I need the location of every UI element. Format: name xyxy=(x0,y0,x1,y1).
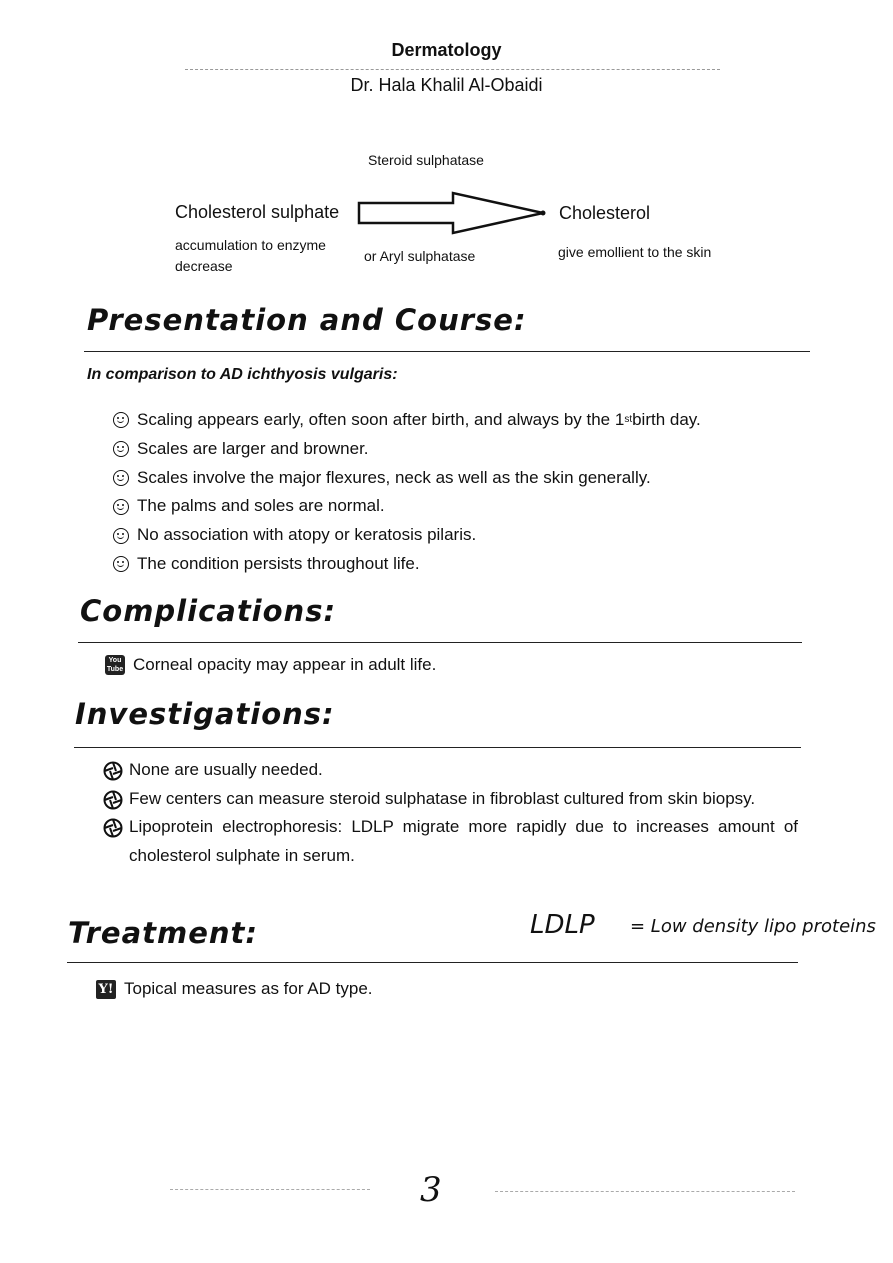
smiley-icon xyxy=(113,470,129,486)
presentation-heading: Presentation and Course: xyxy=(87,303,527,337)
substrate-note: accumulation to enzyme decrease xyxy=(175,237,326,274)
list-item: Lipoprotein electrophoresis: LDLP migrate more rapidly due to increases amount of cholesterol sulphate in serum. xyxy=(103,813,798,870)
handwritten-abbreviation: LDLP xyxy=(530,910,595,940)
list-item: Few centers can measure steroid sulphatase in fibroblast cultured from skin biopsy. xyxy=(103,785,798,814)
substrate-label: Cholesterol sulphate xyxy=(175,202,340,222)
list-item: The palms and soles are normal. xyxy=(113,492,701,521)
complications-list xyxy=(105,655,436,675)
page-number: 3 xyxy=(420,1170,442,1210)
footer-divider-right xyxy=(495,1191,795,1192)
list-item: Scales involve the major flexures, neck as well as the skin generally. xyxy=(113,464,701,493)
smiley-icon xyxy=(113,556,129,572)
reaction-arrow-icon xyxy=(355,190,550,238)
product-label: Cholesterol xyxy=(559,203,651,223)
investigations-list xyxy=(103,756,798,870)
smiley-icon xyxy=(113,412,129,428)
investigations-heading: Investigations: xyxy=(75,697,335,731)
treatment-list xyxy=(96,979,373,999)
list-item: The condition persists throughout life. xyxy=(113,550,701,579)
handwritten-definition: = Low density lipo proteins xyxy=(630,916,876,937)
list-item: No association with atopy or keratosis pilaris. xyxy=(113,521,701,550)
footer-divider-left xyxy=(170,1189,370,1190)
treatment-heading: Treatment: xyxy=(68,916,258,950)
treatment-rule xyxy=(67,962,798,963)
presentation-rule xyxy=(84,351,810,352)
enzyme-label: Steroid sulphatase xyxy=(368,152,484,168)
investigations-rule xyxy=(74,747,801,748)
list-item: None are usually needed. xyxy=(103,756,798,785)
aperture-icon xyxy=(103,790,123,810)
list-item: Scaling appears early, often soon after birth, and always by the 1 st birth day. xyxy=(113,406,701,435)
presentation-list xyxy=(113,406,701,579)
document-title: Dermatology xyxy=(391,40,502,60)
enzyme-alt-label: or Aryl sulphatase xyxy=(364,248,476,264)
list-item: Scales are larger and browner. xyxy=(113,435,701,464)
youtube-icon: You Tube xyxy=(106,657,124,673)
complications-heading: Complications: xyxy=(80,594,337,628)
yahoo-icon: Y! xyxy=(96,980,116,999)
header-divider xyxy=(185,69,720,70)
list-item: Topical measures as for AD type. xyxy=(124,979,373,998)
smiley-icon xyxy=(113,528,129,544)
list-item: Corneal opacity may appear in adult life. xyxy=(133,655,437,674)
product-note: give emollient to the skin xyxy=(558,244,712,260)
presentation-subheading: In comparison to AD ichthyosis vulgaris: xyxy=(87,366,398,383)
smiley-icon xyxy=(113,441,129,457)
document-author: Dr. Hala Khalil Al-Obaidi xyxy=(350,75,543,95)
aperture-icon xyxy=(103,818,123,838)
complications-rule xyxy=(78,642,802,643)
smiley-icon xyxy=(113,499,129,515)
aperture-icon xyxy=(103,761,123,781)
